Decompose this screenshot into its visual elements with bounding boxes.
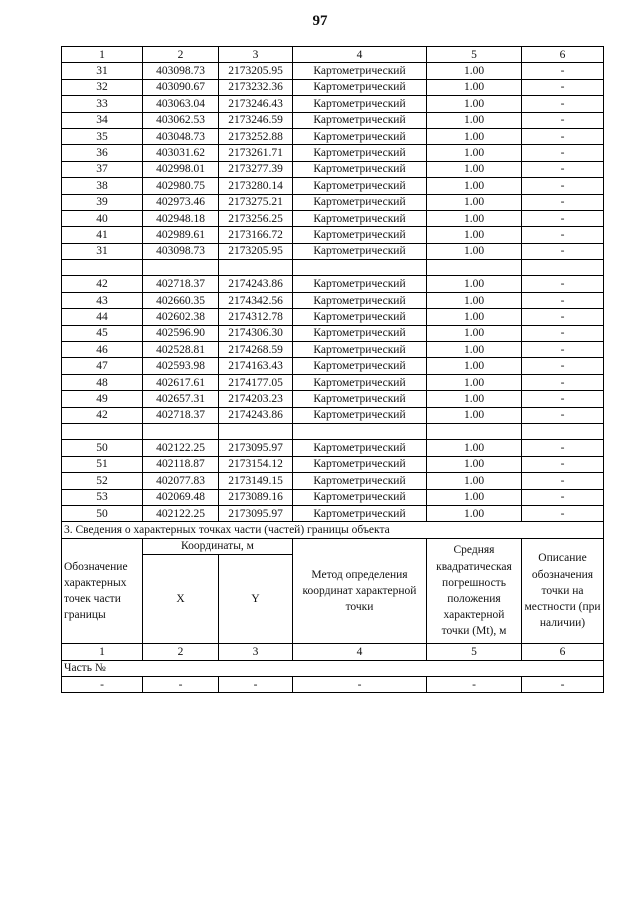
table-cell: 35 [62,128,143,144]
table-cell: 2173277.39 [219,161,293,177]
table-cell: 39 [62,194,143,210]
table-cell: 2174268.59 [219,342,293,358]
table-cell: 45 [62,325,143,341]
table-cell: 1.00 [427,505,522,521]
table-cell: 2173205.95 [219,243,293,259]
spacer-row [62,423,604,439]
table-cell: 1.00 [427,96,522,112]
table-cell: 2173280.14 [219,178,293,194]
table-cell: 402980.75 [143,178,219,194]
table-cell: - [522,145,604,161]
table-cell: - [522,178,604,194]
table-cell: 2174163.43 [219,358,293,374]
part-label: Часть № [62,660,604,676]
table-cell: 3 [219,644,293,660]
table-row [62,358,604,374]
table-cell: 1 [62,644,143,660]
table-cell: 50 [62,440,143,456]
table-cell: - [62,676,143,692]
table-row [62,489,604,505]
table-cell: - [522,96,604,112]
table-cell: Картометрический [293,96,427,112]
section3-title: 3. Сведения о характерных точках части (частей) границы объекта [62,522,604,538]
table-cell: 42 [62,276,143,292]
page-number: 97 [312,13,328,29]
table-cell: 402077.83 [143,473,219,489]
table-cell: 402718.37 [143,276,219,292]
spacer-row [62,260,604,276]
table-cell: 33 [62,96,143,112]
table-cell: 403048.73 [143,128,219,144]
empty-cell [522,260,604,276]
table-cell: 37 [62,161,143,177]
table-cell: Картометрический [293,63,427,79]
table-cell: 402998.01 [143,161,219,177]
table-row [62,342,604,358]
table-cell: 2173149.15 [219,473,293,489]
table-cell: 402617.61 [143,374,219,390]
table-row [62,63,604,79]
table-cell: 44 [62,309,143,325]
table-cell: Картометрический [293,128,427,144]
table-cell: 2173256.25 [219,210,293,226]
table-cell: 1.00 [427,128,522,144]
table-cell: Картометрический [293,391,427,407]
table-cell: - [522,374,604,390]
table-row [62,374,604,390]
table-cell: 31 [62,243,143,259]
table-cell: - [522,79,604,95]
table-cell: 6 [522,47,604,63]
table-cell: 2173252.88 [219,128,293,144]
table-cell: Картометрический [293,79,427,95]
table-cell: 402660.35 [143,292,219,308]
header-number-row [62,47,604,63]
part-label-row [62,660,604,676]
table-cell: 4 [293,644,427,660]
table-cell: 2 [143,644,219,660]
table-cell: 34 [62,112,143,128]
table-row [62,407,604,423]
table-cell: 31 [62,63,143,79]
table-cell: 48 [62,374,143,390]
table-cell: 1 [62,47,143,63]
table-cell: 50 [62,505,143,521]
table-cell: 5 [427,644,522,660]
table-cell: Картометрический [293,243,427,259]
table-cell: 402122.25 [143,440,219,456]
table-cell: 402069.48 [143,489,219,505]
table-cell: 402118.87 [143,456,219,472]
table-row [62,96,604,112]
section3-header-row-1 [62,538,604,554]
table-cell: 1.00 [427,489,522,505]
table-cell: Картометрический [293,227,427,243]
table-row [62,325,604,341]
table-cell: 1.00 [427,210,522,226]
table-cell: Картометрический [293,194,427,210]
table-cell: 2173275.21 [219,194,293,210]
section3-title-row [62,522,604,538]
table-cell: - [522,473,604,489]
table-cell: 1.00 [427,342,522,358]
table-cell: 6 [522,644,604,660]
table-cell: 2173154.12 [219,456,293,472]
table-cell: 1.00 [427,440,522,456]
boundary-points-table [61,46,604,693]
table-cell: Картометрический [293,440,427,456]
empty-cell [219,260,293,276]
table-cell: 1.00 [427,145,522,161]
table-cell: 2173246.43 [219,96,293,112]
table-cell: 403063.04 [143,96,219,112]
table-cell: Картометрический [293,407,427,423]
table-cell: - [522,325,604,341]
table-cell: 53 [62,489,143,505]
table-cell: 2174312.78 [219,309,293,325]
table-cell: Картометрический [293,276,427,292]
table-cell: Картометрический [293,145,427,161]
table-cell: 5 [427,47,522,63]
table-cell: - [219,676,293,692]
table-cell: 1.00 [427,456,522,472]
table-cell: 51 [62,456,143,472]
table-cell: 49 [62,391,143,407]
table-cell: Картометрический [293,161,427,177]
col-y-header: Y [219,555,293,644]
table-cell: - [522,676,604,692]
col-coords-header: Координаты, м [143,538,293,554]
empty-cell [219,423,293,439]
empty-cell [522,423,604,439]
table-cell: 40 [62,210,143,226]
table-cell: 1.00 [427,309,522,325]
empty-cell [62,423,143,439]
table-cell: Картометрический [293,505,427,521]
table-cell: 1.00 [427,178,522,194]
table-cell: - [522,63,604,79]
table-cell: - [143,676,219,692]
table-cell: 2173261.71 [219,145,293,161]
table-cell: 1.00 [427,473,522,489]
table-cell: 32 [62,79,143,95]
table-cell: 1.00 [427,112,522,128]
table-cell: 3 [219,47,293,63]
table-cell: 1.00 [427,161,522,177]
empty-cell [293,423,427,439]
table-cell: Картометрический [293,325,427,341]
table-row [62,128,604,144]
table-cell: - [522,276,604,292]
table-cell: - [522,292,604,308]
table-cell: 2174243.86 [219,407,293,423]
table-cell: 2173232.36 [219,79,293,95]
table-cell: Картометрический [293,178,427,194]
table-cell: - [522,489,604,505]
table-cell: 1.00 [427,374,522,390]
table-row [62,505,604,521]
empty-cell [143,423,219,439]
table-cell: 46 [62,342,143,358]
table-cell: 36 [62,145,143,161]
table-row [62,440,604,456]
empty-cell [143,260,219,276]
section3-number-row [62,644,604,660]
table-cell: 403098.73 [143,243,219,259]
table-cell: Картометрический [293,342,427,358]
table-row [62,473,604,489]
table-cell: 2173246.59 [219,112,293,128]
table-cell: 1.00 [427,407,522,423]
table-cell: - [522,128,604,144]
empty-cell [427,423,522,439]
table-cell: 402973.46 [143,194,219,210]
table-cell: 1.00 [427,358,522,374]
table-cell: - [522,112,604,128]
table-row [62,292,604,308]
table-cell: - [522,505,604,521]
table-cell: 38 [62,178,143,194]
table-cell: - [522,161,604,177]
table-cell: 402593.98 [143,358,219,374]
table-cell: 2173095.97 [219,440,293,456]
table-cell: 402718.37 [143,407,219,423]
col-x-header: X [143,555,219,644]
table-cell: 42 [62,407,143,423]
table-cell: 47 [62,358,143,374]
table-row [62,243,604,259]
table-cell: 1.00 [427,391,522,407]
table-row [62,161,604,177]
table-row [62,227,604,243]
col-description-header: Описание обозначения точки на местности (при наличии) [522,538,604,643]
table-cell: Картометрический [293,112,427,128]
table-cell: 2173205.95 [219,63,293,79]
table-row [62,194,604,210]
table-cell: 1.00 [427,325,522,341]
table-cell: 52 [62,473,143,489]
table-cell: 402989.61 [143,227,219,243]
table-cell: 403098.73 [143,63,219,79]
table-cell: 2174177.05 [219,374,293,390]
table-cell: - [522,342,604,358]
col-method-header: Метод определения координат характерной точки [293,538,427,643]
table-row [62,178,604,194]
table-cell: 403062.53 [143,112,219,128]
empty-cell [293,260,427,276]
table-row [62,145,604,161]
table-cell: 2174306.30 [219,325,293,341]
table-cell: - [522,440,604,456]
table-cell: Картометрический [293,210,427,226]
table-cell: 43 [62,292,143,308]
table-row [62,456,604,472]
table-row [62,276,604,292]
table-cell: 2173095.97 [219,505,293,521]
table-cell: 1.00 [427,243,522,259]
table-cell: 402657.31 [143,391,219,407]
table-cell: Картометрический [293,292,427,308]
col-error-header: Средняя квадратическая погрешность положения характерной точки (Mt), м [427,538,522,643]
table-cell: 2173166.72 [219,227,293,243]
table-cell: 1.00 [427,194,522,210]
empty-cell [427,260,522,276]
table-cell: 4 [293,47,427,63]
table-cell: - [522,210,604,226]
table-cell: Картометрический [293,473,427,489]
table-cell: 1.00 [427,292,522,308]
table-row [62,391,604,407]
table-cell: 2174342.56 [219,292,293,308]
table-cell: 2174203.23 [219,391,293,407]
table-cell: 1.00 [427,79,522,95]
table-cell: 402602.38 [143,309,219,325]
table-cell: Картометрический [293,374,427,390]
table-cell: - [522,309,604,325]
table-cell: 2173089.16 [219,489,293,505]
table-cell: Картометрический [293,489,427,505]
table-row [62,309,604,325]
table-cell: - [522,407,604,423]
table-cell: - [293,676,427,692]
table-cell: 403090.67 [143,79,219,95]
section3-empty-row [62,676,604,692]
table-cell: 402122.25 [143,505,219,521]
table-cell: 2174243.86 [219,276,293,292]
table-cell: 403031.62 [143,145,219,161]
table-cell: 402948.18 [143,210,219,226]
table-cell: - [522,243,604,259]
table-cell: Картометрический [293,309,427,325]
table-row [62,79,604,95]
table-cell: Картометрический [293,456,427,472]
table-cell: 1.00 [427,227,522,243]
table-cell: - [522,358,604,374]
table-cell: - [522,391,604,407]
table-cell: - [522,456,604,472]
table-cell: - [522,194,604,210]
table-cell: 402596.90 [143,325,219,341]
col-points-header: Обозначение характерных точек части границы [62,538,143,643]
empty-cell [62,260,143,276]
table-cell: 402528.81 [143,342,219,358]
table-cell: 2 [143,47,219,63]
table-cell: 1.00 [427,276,522,292]
table-cell: 1.00 [427,63,522,79]
table-cell: Картометрический [293,358,427,374]
table-row [62,210,604,226]
table-cell: - [522,227,604,243]
table-row [62,112,604,128]
table-cell: - [427,676,522,692]
table-cell: 41 [62,227,143,243]
